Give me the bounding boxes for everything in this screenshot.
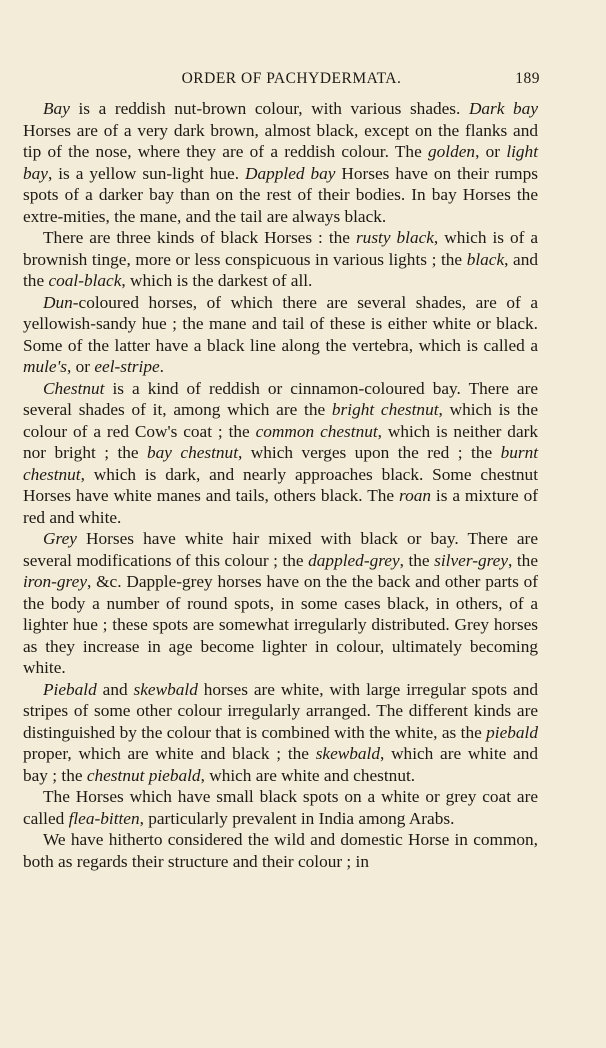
text-run: and [96, 679, 134, 699]
italic-term: roan [398, 486, 431, 505]
italic-term: Dun [43, 292, 73, 312]
text-run: , particularly prevalent in India among Arabs. [139, 808, 455, 828]
text-run: is a kind of reddish or cinnamon-coloured bay. There are several shades of it, among which are the [23, 378, 538, 419]
italic-term: golden [428, 142, 476, 161]
italic-term: bay chestnut [147, 443, 239, 462]
italic-term: iron-grey [23, 572, 87, 591]
text-run: The Horses which have small black spots on a white or grey coat are called [23, 787, 538, 828]
running-header [43, 70, 540, 88]
italic-term: silver-grey [434, 550, 509, 570]
text-run: , and the [23, 249, 538, 290]
text-run: , which is neither dark nor bright ; the [23, 421, 539, 462]
text-run: , which are white and bay ; the [23, 744, 538, 785]
italic-term: black [466, 249, 505, 269]
italic-term: piebald [486, 722, 538, 742]
paragraph [23, 829, 538, 872]
text-run: . [159, 357, 164, 376]
body-text [23, 98, 538, 872]
paragraph [23, 98, 538, 227]
italic-term: eel-stripe [94, 357, 160, 376]
italic-term: mule's [23, 357, 68, 376]
italic-term: Piebald [43, 679, 97, 699]
text-run: , which verges upon the red ; the [238, 443, 501, 462]
italic-term: Grey [43, 529, 77, 548]
text-run: is a reddish nut-brown colour, with various shades. [69, 99, 469, 118]
text-run: , which is of a brownish tinge, more or less conspicuous in various lights ; the [23, 228, 538, 269]
italic-term: skewbald [133, 679, 198, 699]
italic-term: Dark bay [468, 99, 538, 118]
paragraph [23, 227, 538, 292]
text-run: , &c. Dapple-grey horses have on the the back and other parts of the body a number of round spots, in some cases black, in others, of a lighter hue ; these spots are somewhat irregularly distributed. Grey horses as they increase in age become lighter in colour, ultimately becoming white. [23, 572, 538, 677]
italic-term: rusty black [355, 228, 434, 247]
text-run: , which is the darkest of all. [121, 271, 313, 290]
text-run: proper, which are white and black ; the [23, 744, 316, 763]
italic-term: common chestnut [255, 421, 378, 441]
running-title: ORDER OF PACHYDERMATA. [181, 70, 402, 87]
paragraph [23, 679, 538, 787]
italic-term: coal-black [48, 271, 122, 290]
text-run: , which is dark, and nearly approaches black. Some chestnut Horses have white manes and tails, others black. The [23, 464, 538, 505]
text-run: , which are white and chestnut. [200, 765, 416, 785]
text-run: , or [67, 357, 95, 376]
text-run: -coloured horses, of which there are several shades, are of a yellowish-sandy hue ; the mane and tail of these is either white or black. Some of the latter have a black line along the vertebra, which is called a [23, 292, 538, 355]
italic-term: skewbald [315, 744, 381, 763]
italic-term: burnt chestnut [23, 443, 539, 484]
italic-term: bright chestnut [331, 400, 439, 419]
page-number: 189 [515, 70, 540, 87]
italic-term: Chestnut [43, 378, 105, 398]
italic-term: Dappled bay [244, 163, 336, 183]
text-run: Horses have white hair mixed with black or bay. There are several modifications of this colour ; the [23, 529, 538, 570]
text-run: , the [399, 550, 435, 570]
text-run: There are three kinds of black Horses : the [43, 228, 356, 247]
text-run: We have hitherto considered the wild and domestic Horse in common, both as regards their structure and their colour ; in [23, 830, 538, 871]
italic-term: chestnut piebald [86, 765, 201, 785]
paragraph [23, 378, 538, 529]
text-run: , is a yellow sun-light hue. [47, 163, 245, 183]
paragraph [23, 292, 538, 378]
paragraph [23, 528, 538, 679]
text-run: Horses have on their rumps spots of a darker bay than on the rest of their bodies. In bay Horses the extre-mities, the mane, and the tail are always black. [23, 163, 538, 226]
italic-term: dappled-grey [308, 550, 400, 570]
italic-term: light bay [23, 142, 538, 183]
text-run: is a mixture of red and white. [23, 486, 538, 527]
paragraph [23, 786, 538, 829]
text-run: horses are white, with large irregular spots and stripes of some other colour irregularly arranged. The different kinds are distinguished by the colour that is combined with the white, as the [23, 679, 538, 742]
text-run: , or [475, 142, 507, 161]
italic-term: flea-bitten [68, 808, 140, 828]
italic-term: Bay [43, 99, 70, 118]
text-run: , the [508, 550, 538, 570]
text-run: Horses are of a very dark brown, almost black, except on the flanks and tip of the nose, where they are of a reddish colour. The [23, 120, 538, 161]
text-run: , which is the colour of a red Cow's coat ; the [23, 400, 538, 441]
